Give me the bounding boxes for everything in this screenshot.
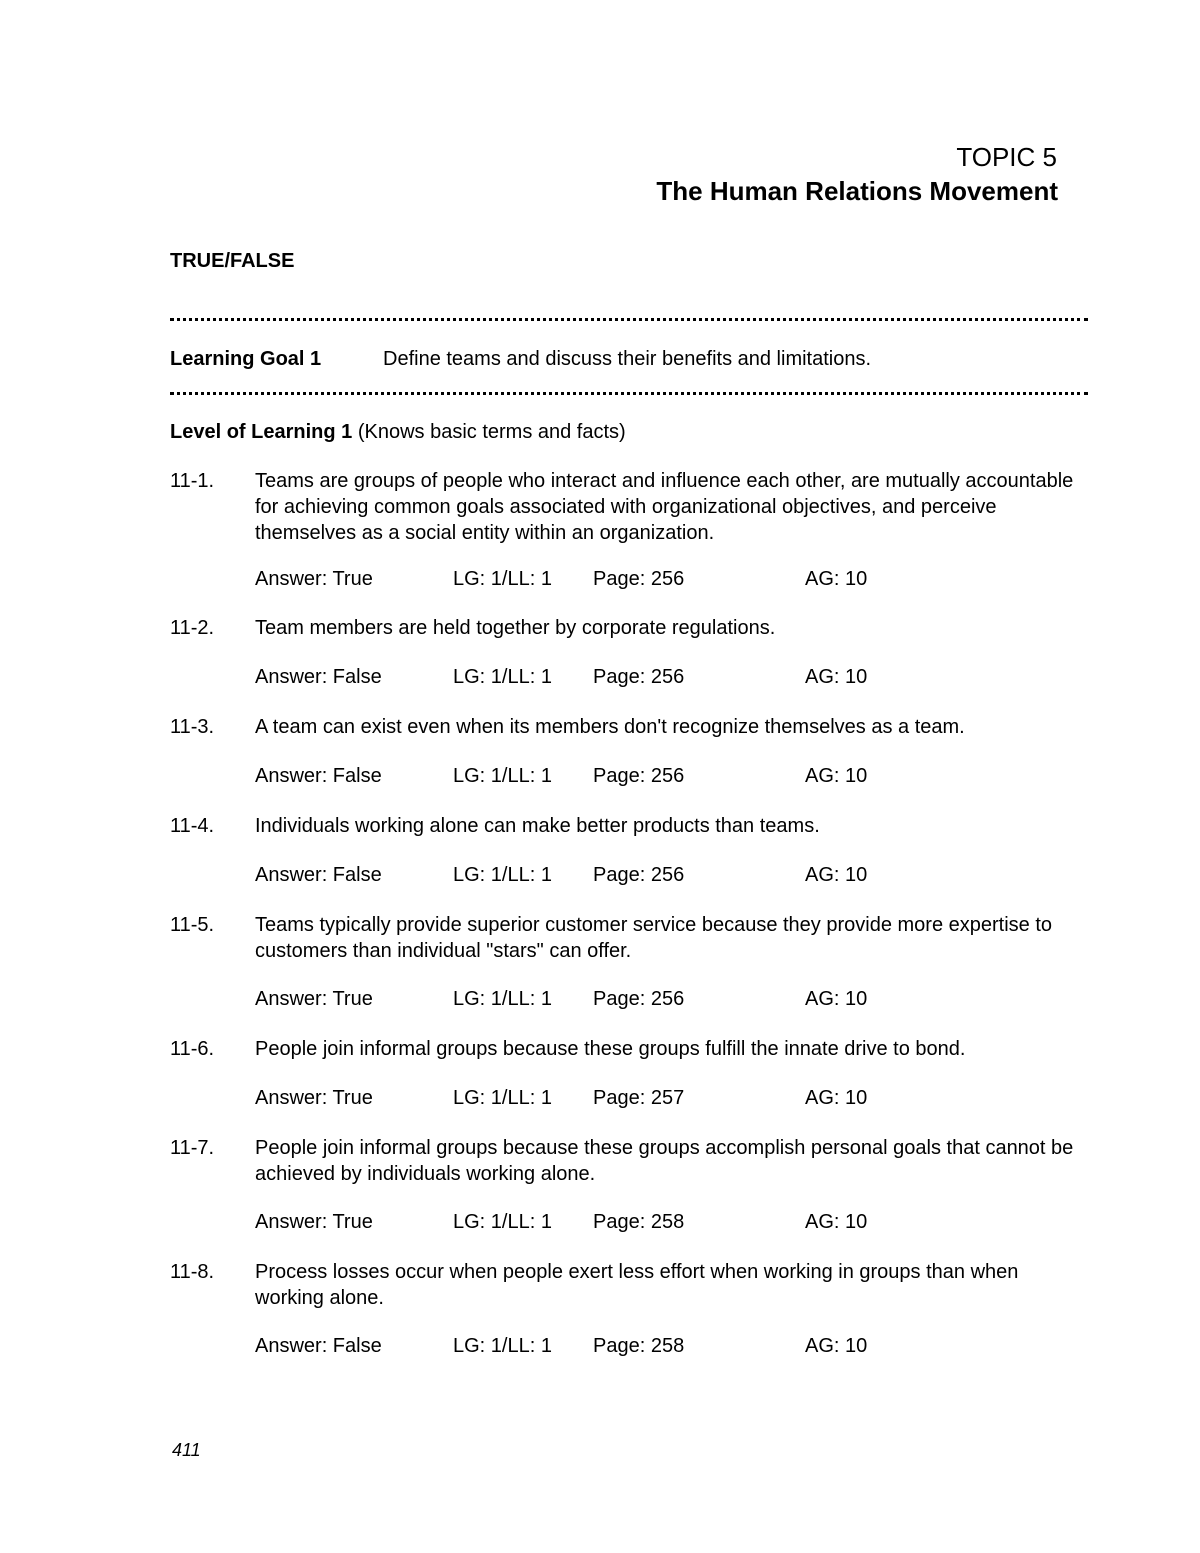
question-text: Teams are groups of people who interact and influence each other, are mutually accountable for achieving common goals associated with organizational objectives, and perceive themselves as a social entity within an organization. <box>255 470 1074 544</box>
learning-goal-level: LG: 1/LL: 1 <box>453 666 552 688</box>
answer: Answer: True <box>255 988 373 1010</box>
learning-goal-level: LG: 1/LL: 1 <box>453 1211 552 1233</box>
answer: Answer: True <box>255 1211 373 1233</box>
level-label: Level of Learning 1 <box>170 421 353 443</box>
learning-goal-level: LG: 1/LL: 1 <box>453 864 552 886</box>
ag-code: AG: 10 <box>805 765 868 787</box>
ag-code: AG: 10 <box>805 1087 868 1109</box>
learning-goal-level: LG: 1/LL: 1 <box>453 765 552 787</box>
ag-code: AG: 10 <box>805 1335 868 1357</box>
ag-code: AG: 10 <box>805 666 868 688</box>
answer: Answer: True <box>255 568 373 590</box>
ag-code: AG: 10 <box>805 988 868 1010</box>
ag-code: AG: 10 <box>805 1211 868 1233</box>
question-text: Individuals working alone can make better products than teams. <box>255 815 820 837</box>
page-reference: Page: 256 <box>593 765 685 787</box>
dotted-divider <box>170 318 1088 321</box>
page-title: The Human Relations Movement <box>656 176 1058 206</box>
answer: Answer: False <box>255 666 382 688</box>
page-reference: Page: 256 <box>593 666 685 688</box>
page-reference: Page: 256 <box>593 988 685 1010</box>
question-text: People join informal groups because these groups fulfill the innate drive to bond. <box>255 1038 966 1060</box>
answer: Answer: False <box>255 765 382 787</box>
answer: Answer: False <box>255 1335 382 1357</box>
learning-goal-level: LG: 1/LL: 1 <box>453 568 552 590</box>
level-text: (Knows basic terms and facts) <box>357 421 626 443</box>
ag-code: AG: 10 <box>805 864 868 886</box>
question-text: Process losses occur when people exert less effort when working in groups than when working alone. <box>255 1261 1019 1309</box>
page-reference: Page: 256 <box>593 568 685 590</box>
page-number: 411 <box>172 1440 201 1460</box>
question-number: 11-5. <box>170 914 215 936</box>
question-text: People join informal groups because these groups accomplish personal goals that cannot be achieved by individuals working alone. <box>255 1137 1074 1185</box>
question-number: 11-1. <box>170 470 215 492</box>
learning-goal-level: LG: 1/LL: 1 <box>453 1335 552 1357</box>
learning-goal-level: LG: 1/LL: 1 <box>453 1087 552 1109</box>
topic-number: TOPIC 5 <box>956 142 1057 172</box>
question-number: 11-8. <box>170 1261 215 1283</box>
answer: Answer: False <box>255 864 382 886</box>
learning-goal-text: Define teams and discuss their benefits and limitations. <box>383 348 872 370</box>
question-text: Team members are held together by corporate regulations. <box>255 617 776 639</box>
page-reference: Page: 256 <box>593 864 685 886</box>
ag-code: AG: 10 <box>805 568 868 590</box>
question-number: 11-2. <box>170 617 215 639</box>
page-reference: Page: 258 <box>593 1211 685 1233</box>
answer: Answer: True <box>255 1087 373 1109</box>
page-reference: Page: 257 <box>593 1087 685 1109</box>
section-title: TRUE/FALSE <box>170 250 295 272</box>
question-number: 11-3. <box>170 716 215 738</box>
dotted-divider <box>170 392 1088 395</box>
question-number: 11-7. <box>170 1137 215 1159</box>
question-text: Teams typically provide superior customer service because they provide more expertise to customers than individual "stars" can offer. <box>255 914 1053 962</box>
learning-goal-label: Learning Goal 1 <box>170 348 322 370</box>
question-text: A team can exist even when its members don't recognize themselves as a team. <box>255 716 965 738</box>
page-reference: Page: 258 <box>593 1335 685 1357</box>
learning-goal-level: LG: 1/LL: 1 <box>453 988 552 1010</box>
level-of-learning <box>170 421 626 444</box>
question-number: 11-6. <box>170 1038 215 1060</box>
question-number: 11-4. <box>170 815 215 837</box>
